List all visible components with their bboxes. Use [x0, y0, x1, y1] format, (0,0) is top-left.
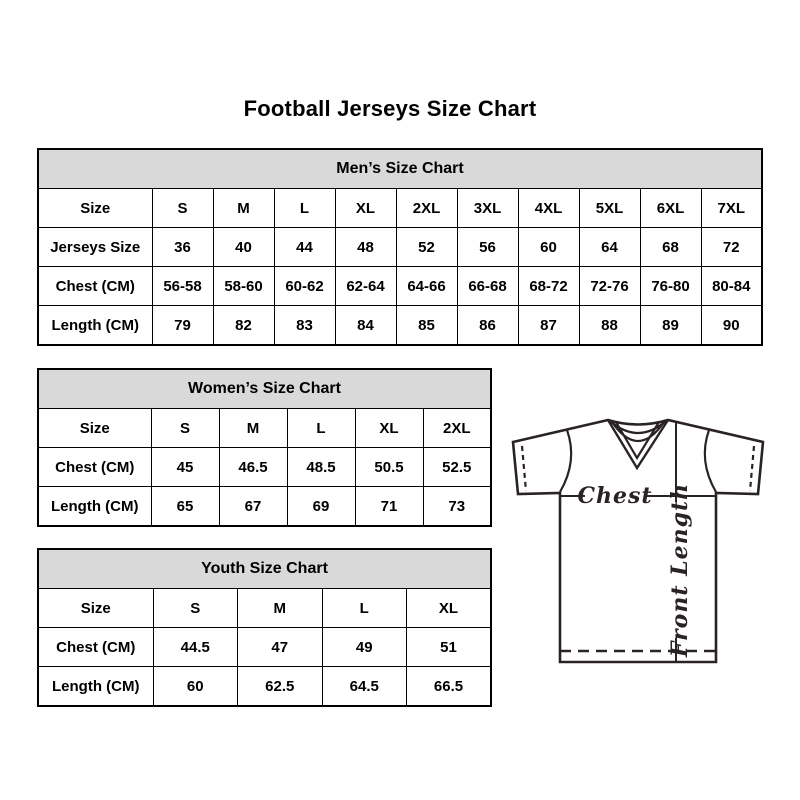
table-row: [38, 628, 491, 667]
table-row: [38, 267, 762, 306]
mens-value-cell: L: [274, 189, 335, 228]
mens-value-cell: 3XL: [457, 189, 518, 228]
youth-table-title: Youth Size Chart: [38, 549, 491, 589]
mens-value-cell: 40: [213, 228, 274, 267]
table-row: [38, 589, 491, 628]
mens-value-cell: 72: [701, 228, 762, 267]
youth-table-title-row: [38, 549, 491, 589]
mens-value-cell: M: [213, 189, 274, 228]
table-row: [38, 409, 491, 448]
youth-row-label: Size: [38, 589, 153, 628]
mens-value-cell: 2XL: [396, 189, 457, 228]
mens-value-cell: 64: [579, 228, 640, 267]
womens-value-cell: S: [151, 409, 219, 448]
womens-value-cell: 65: [151, 487, 219, 527]
womens-value-cell: 46.5: [219, 448, 287, 487]
youth-value-cell: L: [322, 589, 407, 628]
mens-row-label: Size: [38, 189, 152, 228]
mens-size-table: [37, 148, 763, 346]
jersey-diagram-svg: [503, 398, 775, 683]
mens-value-cell: 68-72: [518, 267, 579, 306]
mens-table-title-row: [38, 149, 762, 189]
youth-value-cell: 47: [238, 628, 323, 667]
mens-value-cell: 79: [152, 306, 213, 346]
mens-value-cell: 83: [274, 306, 335, 346]
mens-value-cell: 36: [152, 228, 213, 267]
mens-value-cell: S: [152, 189, 213, 228]
mens-value-cell: 85: [396, 306, 457, 346]
womens-size-table: [37, 368, 492, 527]
youth-value-cell: 62.5: [238, 667, 323, 707]
womens-table-title-row: [38, 369, 491, 409]
youth-value-cell: 49: [322, 628, 407, 667]
table-row: [38, 448, 491, 487]
mens-value-cell: 68: [640, 228, 701, 267]
table-row: [38, 228, 762, 267]
womens-value-cell: 2XL: [423, 409, 491, 448]
womens-value-cell: 45: [151, 448, 219, 487]
womens-row-label: Length (CM): [38, 487, 151, 527]
mens-value-cell: 52: [396, 228, 457, 267]
table-row: [38, 667, 491, 707]
womens-value-cell: 71: [355, 487, 423, 527]
mens-value-cell: 56: [457, 228, 518, 267]
mens-table-title: Men’s Size Chart: [38, 149, 762, 189]
mens-value-cell: 44: [274, 228, 335, 267]
page-title: Football Jerseys Size Chart: [243, 96, 537, 121]
mens-value-cell: 60: [518, 228, 579, 267]
chest-label: Chest: [577, 483, 653, 509]
womens-row-label: Chest (CM): [38, 448, 151, 487]
mens-value-cell: 66-68: [457, 267, 518, 306]
mens-value-cell: 56-58: [152, 267, 213, 306]
womens-value-cell: M: [219, 409, 287, 448]
mens-value-cell: 76-80: [640, 267, 701, 306]
mens-value-cell: 88: [579, 306, 640, 346]
womens-value-cell: 69: [287, 487, 355, 527]
mens-value-cell: 90: [701, 306, 762, 346]
mens-row-label: Length (CM): [38, 306, 152, 346]
mens-value-cell: 5XL: [579, 189, 640, 228]
womens-row-label: Size: [38, 409, 151, 448]
jersey-measurement-diagram: [503, 398, 775, 683]
womens-value-cell: 50.5: [355, 448, 423, 487]
mens-value-cell: 84: [335, 306, 396, 346]
front-length-label: Front Length: [667, 482, 693, 658]
womens-value-cell: 73: [423, 487, 491, 527]
womens-value-cell: 52.5: [423, 448, 491, 487]
womens-value-cell: XL: [355, 409, 423, 448]
table-row: [38, 306, 762, 346]
mens-value-cell: 86: [457, 306, 518, 346]
mens-value-cell: 6XL: [640, 189, 701, 228]
womens-table-title: Women’s Size Chart: [38, 369, 491, 409]
youth-size-table: [37, 548, 492, 707]
mens-value-cell: 87: [518, 306, 579, 346]
table-row: [38, 189, 762, 228]
womens-value-cell: 48.5: [287, 448, 355, 487]
mens-value-cell: 64-66: [396, 267, 457, 306]
mens-value-cell: 82: [213, 306, 274, 346]
mens-value-cell: 72-76: [579, 267, 640, 306]
mens-value-cell: XL: [335, 189, 396, 228]
youth-row-label: Length (CM): [38, 667, 153, 707]
mens-value-cell: 4XL: [518, 189, 579, 228]
mens-value-cell: 80-84: [701, 267, 762, 306]
womens-value-cell: L: [287, 409, 355, 448]
mens-value-cell: 60-62: [274, 267, 335, 306]
mens-value-cell: 62-64: [335, 267, 396, 306]
youth-row-label: Chest (CM): [38, 628, 153, 667]
youth-value-cell: 51: [407, 628, 492, 667]
youth-value-cell: 66.5: [407, 667, 492, 707]
womens-value-cell: 67: [219, 487, 287, 527]
mens-row-label: Jerseys Size: [38, 228, 152, 267]
youth-value-cell: XL: [407, 589, 492, 628]
youth-value-cell: 64.5: [322, 667, 407, 707]
table-row: [38, 487, 491, 527]
youth-value-cell: S: [153, 589, 238, 628]
youth-value-cell: 44.5: [153, 628, 238, 667]
mens-row-label: Chest (CM): [38, 267, 152, 306]
mens-value-cell: 7XL: [701, 189, 762, 228]
mens-value-cell: 48: [335, 228, 396, 267]
youth-value-cell: M: [238, 589, 323, 628]
mens-value-cell: 58-60: [213, 267, 274, 306]
mens-value-cell: 89: [640, 306, 701, 346]
youth-value-cell: 60: [153, 667, 238, 707]
